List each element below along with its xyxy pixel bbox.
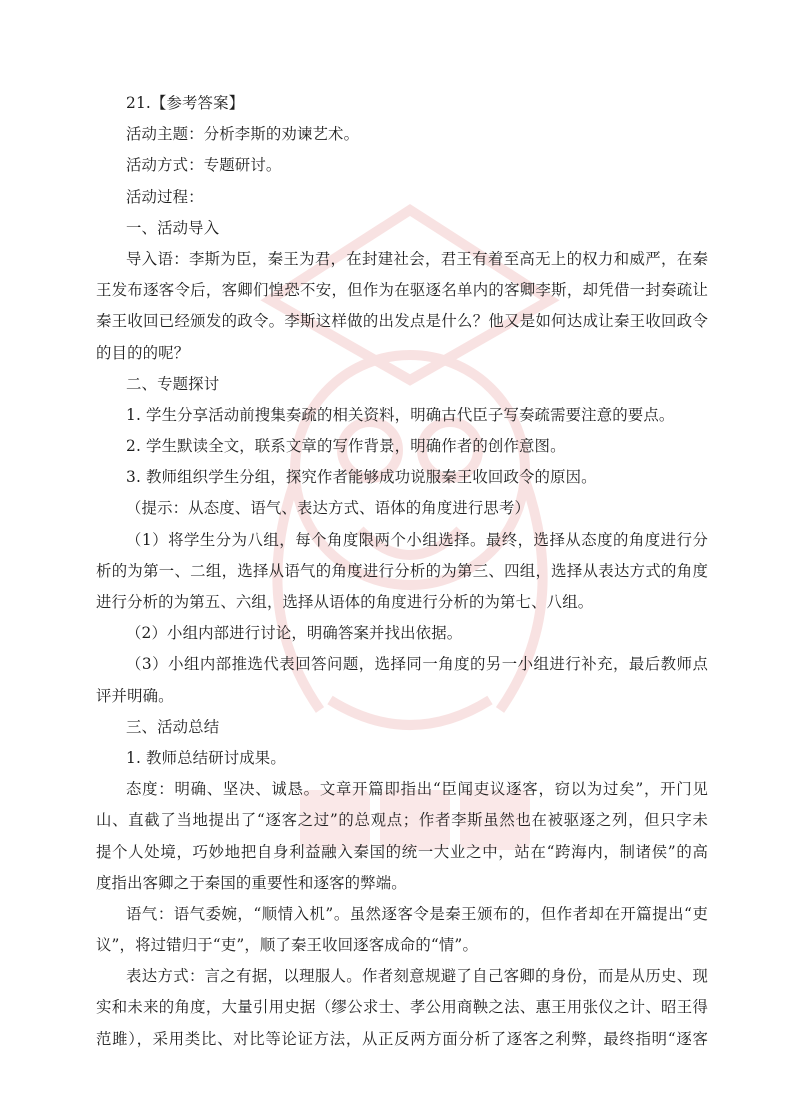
text-line: （1）将学生分为八组，每个角度限两个小组选择。最终，选择从态度的角度进行分 [126, 530, 708, 549]
document-body [96, 88, 708, 1055]
text-line: 实和未来的角度，大量引用史据（缪公求士、孝公用商鞅之法、惠王用张仪之计、昭王得 [96, 998, 708, 1017]
text-line: 1. 学生分享活动前搜集奏疏的相关资料，明确古代臣子写奏疏需要注意的要点。 [126, 405, 675, 424]
text-line: 2. 学生默读全文，联系文章的写作背景，明确作者的创作意图。 [126, 437, 566, 456]
text-line: 活动主题：分析李斯的劝谏艺术。 [126, 125, 360, 144]
text-line: 活动过程： [126, 187, 204, 206]
text-line: 王发布逐客令后，客卿们惶恐不安，但作为在驱逐名单内的客卿李斯，却凭借一封奏疏让 [96, 281, 708, 300]
text-line: 议”，将过错归于“吏”，顺了秦王收回逐客成命的“情”。 [96, 936, 478, 955]
text-line: 评并明确。 [96, 686, 174, 705]
text-line: 范雎），采用类比、对比等论证方法，从正反两方面分析了逐客之利弊，最终指明“逐客 [96, 1029, 708, 1048]
text-line: 3. 教师组织学生分组，探究作者能够成功说服秦王收回政令的原因。 [126, 468, 597, 487]
text-line: 语气：语气委婉，“顺情入机”。虽然逐客令是秦王颁布的，但作者却在开篇提出“吏 [126, 904, 708, 923]
text-line: 21.【参考答案】 [126, 94, 245, 112]
text-line: 活动方式：专题研讨。 [126, 156, 282, 175]
text-line: 表达方式：言之有据，以理服人。作者刻意规避了自己客卿的身份，而是从历史、现 [126, 967, 708, 986]
text-line: 山、直截了当地提出了“逐客之过”的总观点；作者李斯虽然也在被驱逐之列，但只字未 [96, 811, 708, 830]
text-line: 进行分析的为第五、六组，选择从语体的角度进行分析的为第七、八组。 [96, 593, 594, 611]
text-line: 析的为第一、二组，选择从语气的角度进行分析的为第三、四组，选择从表达方式的角度 [96, 561, 708, 580]
text-line: 秦王收回已经颁发的政令。李斯这样做的出发点是什么？他又是如何达成让秦王收回政令 [96, 312, 708, 331]
text-line: 二、专题探讨 [126, 374, 220, 393]
text-line: 的目的的呢？ [96, 343, 190, 362]
text-line: 1. 教师总结研讨成果。 [126, 748, 286, 767]
text-line: （3）小组内部推选代表回答问题，选择同一角度的另一小组进行补充，最后教师点 [126, 655, 708, 674]
text-line: 度指出客卿之于秦国的重要性和逐客的弊端。 [96, 873, 407, 892]
text-line: 三、活动总结 [126, 717, 220, 736]
text-line: 态度：明确、坚决、诚恳。文章开篇即指出“臣闻吏议逐客，窃以为过矣”，开门见 [126, 780, 708, 799]
text-line: （提示：从态度、语气、表达方式、语体的角度进行思考） [126, 499, 531, 518]
text-line: 提个人处境，巧妙地把自身利益融入秦国的统一大业之中，站在“跨海内，制诸侯”的高 [96, 842, 708, 861]
text-line: 一、活动导入 [126, 218, 220, 237]
text-line: 导入语：李斯为臣，秦王为君，在封建社会，君王有着至高无上的权力和威严，在秦 [126, 249, 708, 268]
text-line: （2）小组内部进行讨论，明确答案并找出依据。 [126, 624, 463, 643]
